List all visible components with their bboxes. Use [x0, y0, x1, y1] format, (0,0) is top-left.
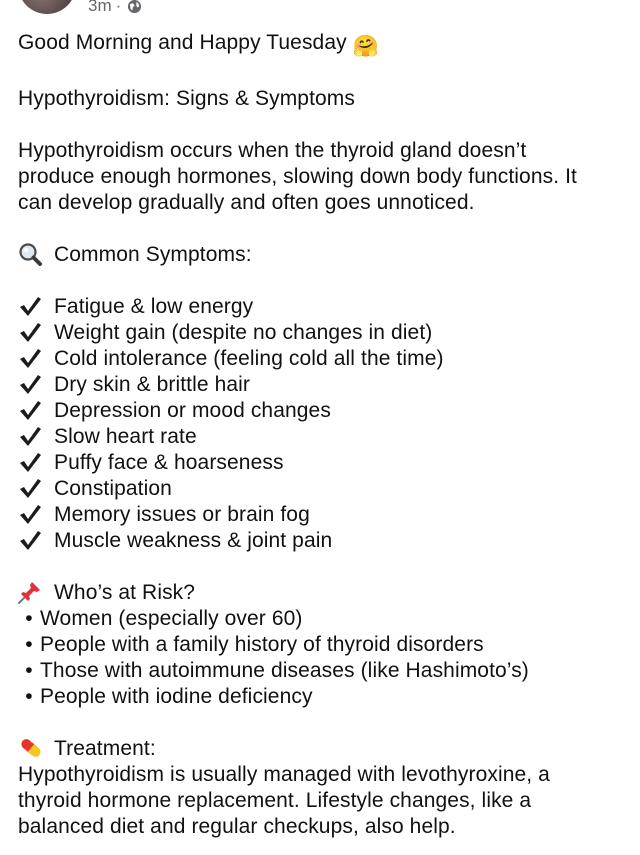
symptoms-heading-text: Common Symptoms:	[54, 243, 252, 266]
globe-icon[interactable]	[127, 0, 142, 14]
check-mark-icon	[18, 477, 42, 499]
list-item: Weight gain (despite no changes in diet)	[18, 320, 628, 346]
list-item: Depression or mood changes	[18, 398, 628, 424]
check-mark-icon	[18, 503, 42, 525]
check-mark-icon	[18, 373, 42, 395]
post-time[interactable]: 3m	[88, 0, 112, 15]
bullet-icon: •	[25, 633, 33, 656]
magnifying-glass-icon	[18, 242, 44, 266]
check-mark-icon	[18, 295, 42, 317]
symptoms-heading	[18, 242, 628, 268]
treatment-heading	[18, 736, 628, 762]
list-item: • Women (especially over 60)	[18, 606, 628, 632]
greeting-text: Good Morning and Happy Tuesday	[18, 31, 347, 54]
treatment-line: thyroid hormone replacement. Lifestyle changes, like a	[18, 789, 532, 812]
check-mark-icon	[18, 425, 42, 447]
avatar[interactable]	[18, 0, 76, 14]
check-mark-icon	[18, 321, 42, 343]
treatment-line: Hypothyroidism is usually managed with levothyroxine, a	[18, 763, 550, 786]
bullet-icon: •	[25, 685, 33, 708]
list-item: Muscle weakness & joint pain	[18, 528, 628, 554]
list-item: Cold intolerance (feeling cold all the time)	[18, 346, 628, 372]
check-mark-icon	[18, 399, 42, 421]
list-item: Fatigue & low energy	[18, 294, 628, 320]
bullet-icon: •	[25, 659, 33, 682]
treatment-heading-text: Treatment:	[54, 737, 156, 760]
intro-paragraph	[18, 138, 628, 216]
list-item: Constipation	[18, 476, 628, 502]
bullet-icon: •	[25, 607, 33, 630]
risk-heading-text: Who’s at Risk?	[54, 581, 196, 604]
list-item: Dry skin & brittle hair	[18, 372, 628, 398]
check-mark-icon	[18, 347, 42, 369]
pushpin-icon	[18, 580, 44, 604]
intro-line: produce enough hormones, slowing down body functions. It	[18, 165, 577, 188]
risk-section	[18, 580, 628, 710]
list-item: • People with iodine deficiency	[18, 684, 628, 710]
list-item: Slow heart rate	[18, 424, 628, 450]
post-header	[0, 0, 640, 22]
post-body	[18, 30, 628, 840]
symptoms-list	[18, 294, 628, 554]
intro-line: Hypothyroidism occurs when the thyroid gland doesn’t	[18, 139, 527, 162]
check-mark-icon	[18, 529, 42, 551]
meta-separator: ·	[115, 0, 122, 15]
list-item: Memory issues or brain fog	[18, 502, 628, 528]
treatment-line: balanced diet and regular checkups, also help.	[18, 815, 456, 838]
list-item: • Those with autoimmune diseases (like Hashimoto’s)	[18, 658, 628, 684]
list-item: Puffy face & hoarseness	[18, 450, 628, 476]
post-meta	[88, 0, 142, 16]
intro-line: can develop gradually and often goes unnoticed.	[18, 191, 475, 214]
risk-heading	[18, 580, 628, 606]
treatment-section	[18, 736, 628, 840]
greeting-line	[18, 30, 628, 60]
list-item: • People with a family history of thyroid disorders	[18, 632, 628, 658]
pill-icon	[18, 736, 44, 760]
check-mark-icon	[18, 451, 42, 473]
hugging-face-emoji: 🤗	[352, 35, 379, 58]
post-title: Hypothyroidism: Signs & Symptoms	[18, 87, 355, 110]
